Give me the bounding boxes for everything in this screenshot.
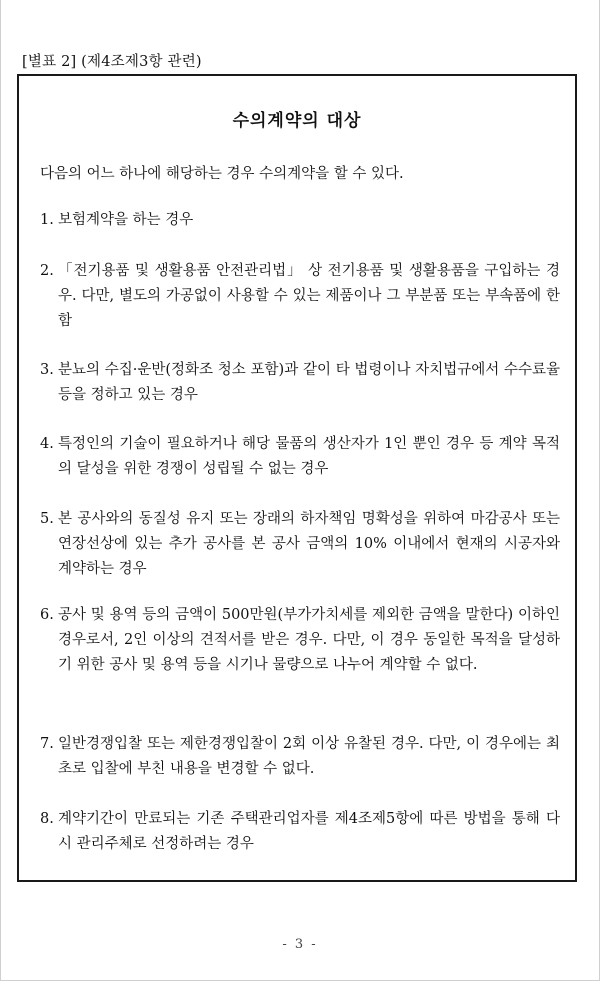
list-item — [40, 208, 560, 233]
item-text: 본 공사와의 동질성 유지 또는 장래의 하자책임 명확성을 위하여 마감공사 또는 연장선상에 있는 추가 공사를 본 공사 금액의 10% 이내에서 현재의 시공자와 계약하는 경우 — [58, 511, 560, 577]
list-item — [40, 603, 560, 678]
list-item — [40, 732, 560, 782]
item-number: 6. — [40, 607, 54, 623]
item-text: 일반경쟁입찰 또는 제한경쟁입찰이 2회 이상 유찰된 경우. 다만, 이 경우에는 최초로 입찰에 부친 내용을 변경할 수 없다. — [58, 736, 560, 777]
item-number: 1. — [40, 212, 54, 228]
annex-label: [별표 2] (제4조제3항 관련) — [22, 54, 202, 70]
item-text: 분뇨의 수집·운반(정화조 청소 포함)과 같이 타 법령이나 자치법규에서 수수료율 등을 정하고 있는 경우 — [58, 362, 560, 403]
item-text: 공사 및 용역 등의 금액이 500만원(부가가치세를 제외한 금액을 말한다) 이하인 경우로서, 2인 이상의 견적서를 받은 경우. 다만, 이 경우 동일한 목적을 달성하기 위한 공사 및 용역 등을 시기나 물량으로 나누어 계약할 수 없다. — [58, 607, 560, 673]
document-title: 수의계약의 대상 — [232, 111, 362, 131]
item-number: 3. — [40, 362, 54, 378]
item-number: 7. — [40, 736, 54, 752]
item-number: 2. — [40, 263, 54, 279]
list-item — [40, 432, 560, 482]
intro-text: 다음의 어느 하나에 해당하는 경우 수의계약을 할 수 있다. — [40, 166, 404, 182]
item-number: 5. — [40, 511, 54, 527]
list-item — [40, 358, 560, 408]
item-text: 「전기용품 및 생활용품 안전관리법」 상 전기용품 및 생활용품을 구입하는 경우. 다만, 별도의 가공없이 사용할 수 있는 제품이나 그 부분품 또는 부속품에 한함 — [58, 263, 560, 329]
list-item — [40, 807, 560, 857]
content-box — [17, 74, 577, 882]
page-number: - 3 - — [282, 937, 318, 952]
item-number: 4. — [40, 436, 54, 452]
item-text: 보험계약을 하는 경우 — [58, 212, 194, 228]
item-text: 계약기간이 만료되는 기존 주택관리업자를 제4조제5항에 따른 방법을 통해 다시 관리주체로 선정하려는 경우 — [58, 811, 560, 852]
list-item — [40, 507, 560, 582]
item-number: 8. — [40, 811, 54, 827]
item-text: 특정인의 기술이 필요하거나 해당 물품의 생산자가 1인 뿐인 경우 등 계약 목적의 달성을 위한 경쟁이 성립될 수 없는 경우 — [58, 436, 560, 477]
list-item — [40, 259, 560, 334]
